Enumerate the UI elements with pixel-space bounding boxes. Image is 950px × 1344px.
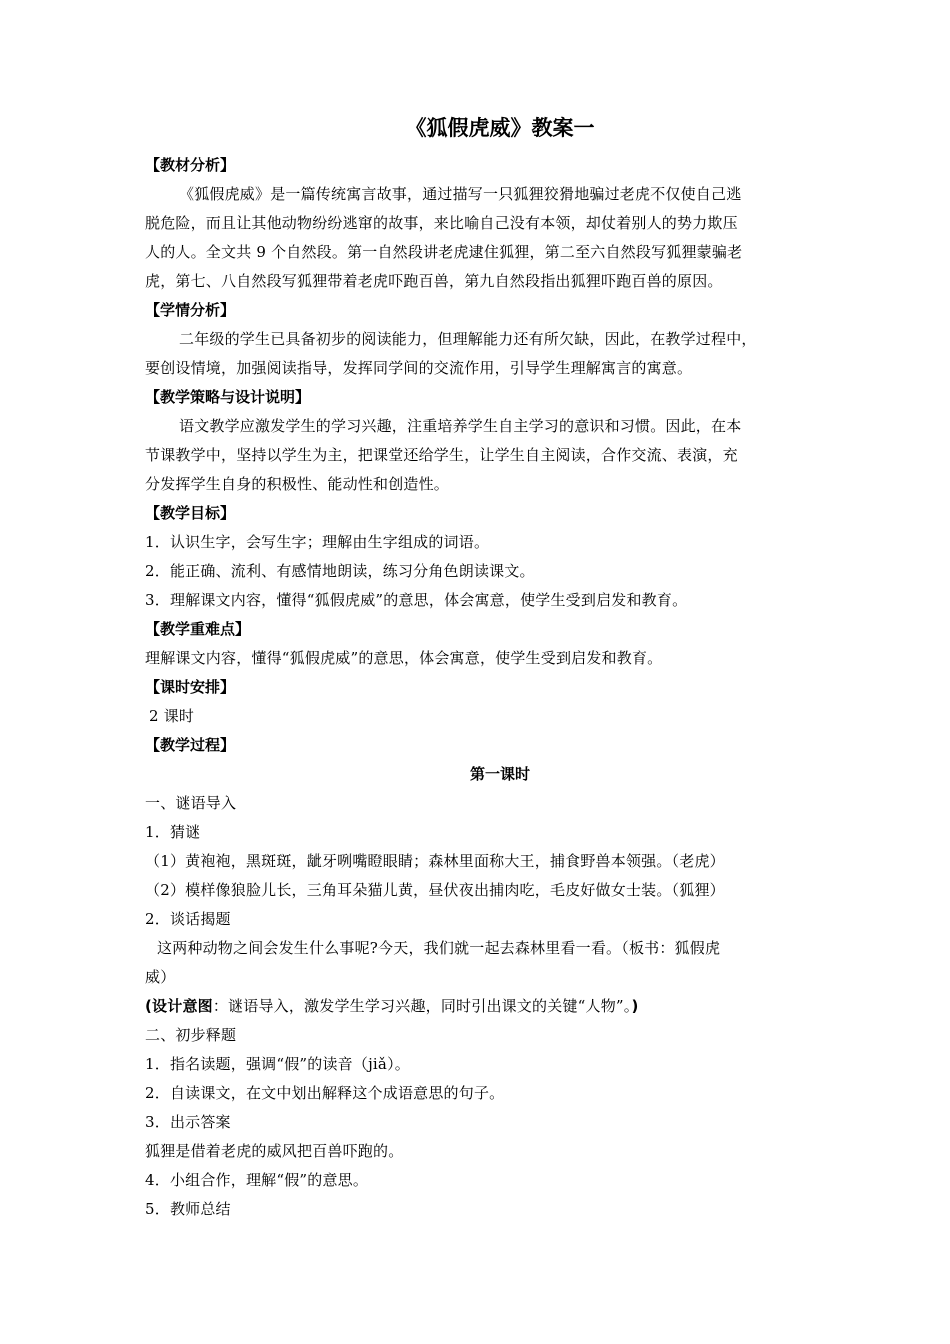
list-item: 1．指名读题，强调“假”的读音（jiǎ）。 [145, 1055, 410, 1073]
page-title: 《狐假虎威》教案一 [405, 116, 595, 140]
list-item: 1．猜谜 [145, 823, 201, 841]
paragraph-line: 威） [145, 968, 176, 986]
section-heading-keypoints: 【教学重难点】 [145, 620, 251, 638]
design-intent-line [145, 992, 815, 1021]
list-item: 2．谈话揭题 [145, 910, 231, 928]
subsection-title: 一、谜语导入 [145, 794, 237, 812]
list-item: 4．小组合作，理解“假”的意思。 [145, 1171, 369, 1189]
section-heading-schedule: 【课时安排】 [145, 678, 236, 696]
design-intent-label: (设计意图 [145, 997, 213, 1015]
lesson-title: 第一课时 [469, 765, 530, 783]
list-item: 5．教师总结 [145, 1200, 231, 1218]
paragraph-line: 狐狸是借着老虎的威风把百兽吓跑的。 [145, 1142, 404, 1160]
paragraph-line: 人的人。全文共 9 个自然段。第一自然段讲老虎逮住狐狸，第二至六自然段写狐狸蒙骗老 [145, 243, 743, 261]
paragraph-line: 节课教学中，坚持以学生为主，把课堂还给学生，让学生自主阅读，合作交流、表演，充 [145, 446, 738, 464]
paragraph-line: 分发挥学生自身的积极性、能动性和创造性。 [145, 475, 450, 493]
section-heading-strategy: 【教学策略与设计说明】 [145, 388, 311, 406]
riddle-line: （1）黄袍袍，黑斑斑，龇牙咧嘴瞪眼睛；森林里面称大王，捕食野兽本领强。（老虎） [145, 852, 725, 870]
section-heading-material: 【教材分析】 [145, 156, 236, 174]
riddle-line: （2）模样像狼脸儿长，三角耳朵猫儿黄，昼伏夜出捕肉吃，毛皮好做女士装。（狐狸） [145, 881, 725, 899]
list-item: 2．自读课文，在文中划出解释这个成语意思的句子。 [145, 1084, 505, 1102]
paragraph-line: 虎，第七、八自然段写狐狸带着老虎吓跑百兽，第九自然段指出狐狸吓跑百兽的原因。 [145, 272, 723, 290]
paragraph-line: 2 课时 [149, 707, 195, 725]
list-item: 3．理解课文内容，懂得“狐假虎威”的意思，体会寓意，使学生受到启发和教育。 [145, 591, 688, 609]
paragraph-line: 脱危险，而且让其他动物纷纷逃窜的故事，来比喻自己没有本领，却仗着别人的势力欺压 [145, 214, 738, 232]
section-heading-goals: 【教学目标】 [145, 504, 236, 522]
paragraph-line: 这两种动物之间会发生什么事呢?今天，我们就一起去森林里看一看。（板书：狐假虎 [157, 939, 721, 957]
list-item: 1．认识生字，会写生字；理解由生字组成的词语。 [145, 533, 490, 551]
design-intent-close: ) [631, 997, 639, 1015]
paragraph-line: 要创设情境，加强阅读指导，发挥同学间的交流作用，引导学生理解寓言的寓意。 [145, 359, 693, 377]
paragraph-line: 二年级的学生已具备初步的阅读能力，但理解能力还有所欠缺，因此，在教学过程中， [179, 330, 757, 348]
paragraph-line: 理解课文内容，懂得“狐假虎威”的意思，体会寓意，使学生受到启发和教育。 [145, 649, 663, 667]
section-heading-process: 【教学过程】 [145, 736, 236, 754]
list-item: 3．出示答案 [145, 1113, 231, 1131]
design-intent-text: ：谜语导入，激发学生学习兴趣，同时引出课文的关键“人物”。 [212, 997, 632, 1015]
paragraph-line: 语文教学应激发学生的学习兴趣，注重培养学生自主学习的意识和习惯。因此，在本 [179, 417, 742, 435]
document-page [145, 112, 815, 1224]
subsection-title: 二、初步释题 [145, 1026, 237, 1044]
list-item: 2．能正确、流利、有感情地朗读，练习分角色朗读课文。 [145, 562, 535, 580]
paragraph-line: 《狐假虎威》是一篇传统寓言故事，通过描写一只狐狸狡猾地骗过老虎不仅使自己逃 [179, 185, 742, 203]
section-heading-students: 【学情分析】 [145, 301, 236, 319]
